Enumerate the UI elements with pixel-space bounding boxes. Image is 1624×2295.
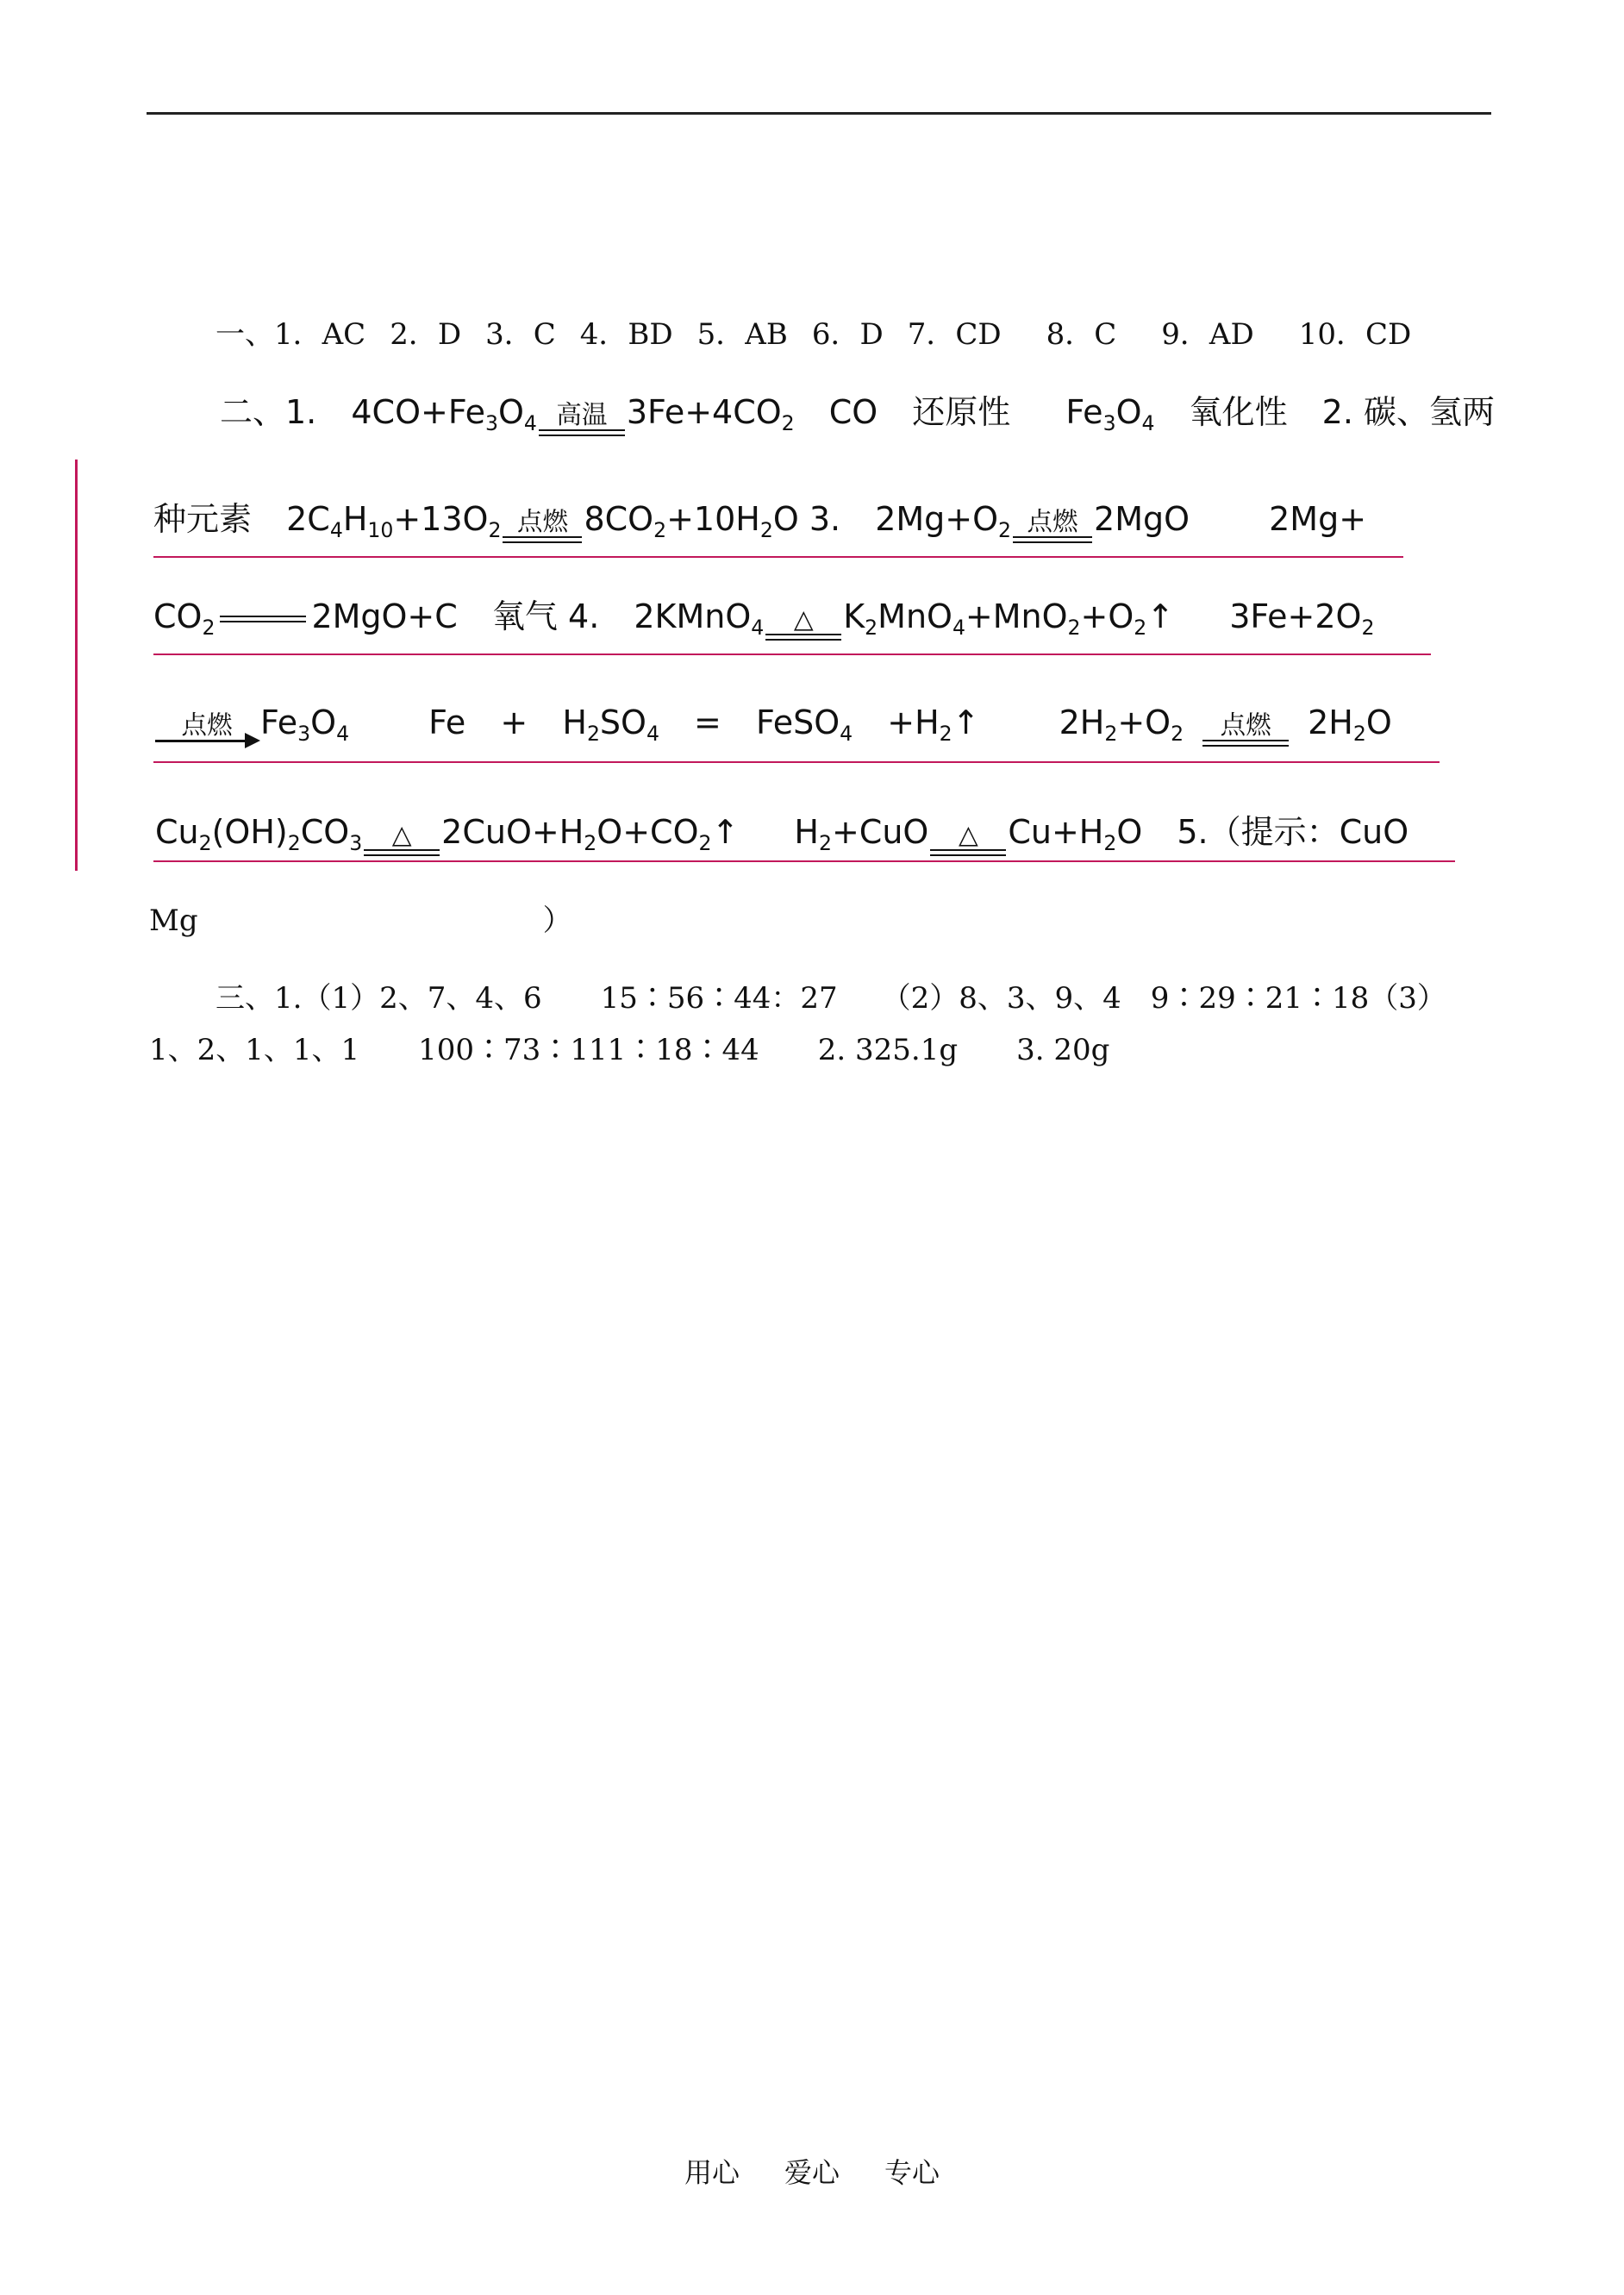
eq-butane-right: $8CO_2+10H_2O$ [584,500,799,543]
section2-label: 二、1. [220,393,317,431]
item-5-hint: 5.（提示：CuO [1177,813,1409,851]
section1-answers [215,317,1411,352]
red-underline-1 [153,556,1403,558]
eq-malachite-right: $2CuO+H_2O+CO_2↑$ [441,813,740,856]
eq-fe-o2-right: $Fe_3O_4$ [260,704,350,747]
section2-line5 [155,815,1409,856]
term-oxidizing: 氧化性 [1189,393,1288,431]
condition-ignite-2: 点燃 [1013,509,1092,543]
term-reducing: 还原性 [912,393,1011,431]
section1-label: 一、 [215,317,274,352]
condition-high-temp: 高温 [539,402,625,436]
closing-paren: ） [542,904,572,938]
eq-mg-o2-left: $2Mg+O_2$ [875,500,1012,543]
answer-9: 9．AD [1161,317,1254,352]
equals-text: = [694,704,721,741]
condition-ignite: 点燃 [503,509,582,543]
answer-2-start: 2. 碳、氢两 [1321,393,1496,431]
eq-h2-o2-right: $2H_2O$ [1308,704,1392,747]
eq-mg-co2-left: $CO_2$ [153,597,215,641]
footer-item-1: 用心 [684,2156,740,2189]
condition-ignite-3: 点燃 [1202,712,1289,747]
answer-7: 7．CD [907,317,1002,352]
page-footer [0,2151,1624,2191]
term-oxygen: 氧气 [491,597,558,635]
eq-co-fe3o4-right: $3Fe+4CO_2$ [626,393,795,436]
footer-item-3: 专心 [884,2156,940,2189]
section3-line2: 1、2、1、1、1 100∶73∶111∶18∶44 2. 325.1g 3. 20g [149,1033,1110,1067]
answer-10: 10．CD [1298,317,1412,352]
item-3-number: 3. [809,500,841,538]
eq-h2-o2-left: $2H_2+O_2$ [1059,704,1184,747]
term-co: CO [828,393,878,431]
eq-fe-h2so4-right: FeSO$_4$ [755,704,853,747]
eq-co-fe3o4-left: $4CO+Fe_3O_4$ [351,393,537,436]
eq-mg-o2-right: 2MgO [1094,500,1190,538]
header-rule [147,112,1491,115]
condition-heat-3: △ [930,822,1006,856]
term-fe3o4: $Fe_3O_4$ [1065,393,1155,436]
red-underline-3 [153,761,1440,763]
answer-8: 8．C [1046,317,1117,352]
eq-h2-cuo-right: $Cu+H_2O$ [1008,813,1143,856]
section2-line4 [153,705,1392,747]
eq-butane-left: $2C_4H_{10}+13O_2$ [286,500,502,543]
left-margin-bar [75,460,78,871]
answer-4: 4．BD [579,317,673,352]
term-elements: 种元素 [153,500,253,538]
answer-2: 2．D [390,317,462,352]
answer-1: 1．AC [274,317,366,352]
red-underline-2 [153,653,1431,655]
eq-fe-h2so4-acid: $H_2SO_4$ [562,704,659,747]
answer-5: 5．AB [696,317,788,352]
equals-sign [220,616,306,622]
eq-kmno4-right: $K_2MnO_4+MnO_2+O_2↑$ [843,597,1175,641]
plus-sign: + [500,704,528,741]
eq-fe-h2so4-h2: $+H_2↑$ [887,704,980,747]
answer-6: 6．D [811,317,884,352]
section2-line6 [149,904,572,938]
condition-heat: △ [765,606,841,641]
eq-kmno4-left: 2KMnO$_4$ [634,597,765,641]
section2-line3 [153,599,1374,641]
answer-3: 3．C [485,317,556,352]
eq-h2-cuo-left: $H_2+CuO$ [794,813,929,856]
section3-line1: 三、1.（1）2、7、4、6 15∶56∶44：27 （2）8、3、9、4 9∶29∶21∶18（3） [215,981,1446,1016]
term-mg: Mg [149,904,198,938]
eq-fe-h2so4-fe: Fe [428,704,466,741]
condition-ignite-arrow: 点燃 [155,712,259,742]
footer-item-2: 爱心 [784,2156,840,2189]
eq-fe-o2-start: $3Fe+2O_2$ [1229,597,1375,641]
section2-line2 [153,502,1366,543]
section2-line1 [220,395,1495,436]
condition-heat-2: △ [364,822,440,856]
eq-mg-co2-start: 2Mg+ [1269,500,1367,538]
eq-malachite-left: $Cu_2(OH)_2CO_3$ [155,813,363,856]
item-4-number: 4. [568,597,600,635]
eq-mg-co2-right: 2MgO+C [311,597,458,635]
red-underline-4 [153,860,1455,862]
